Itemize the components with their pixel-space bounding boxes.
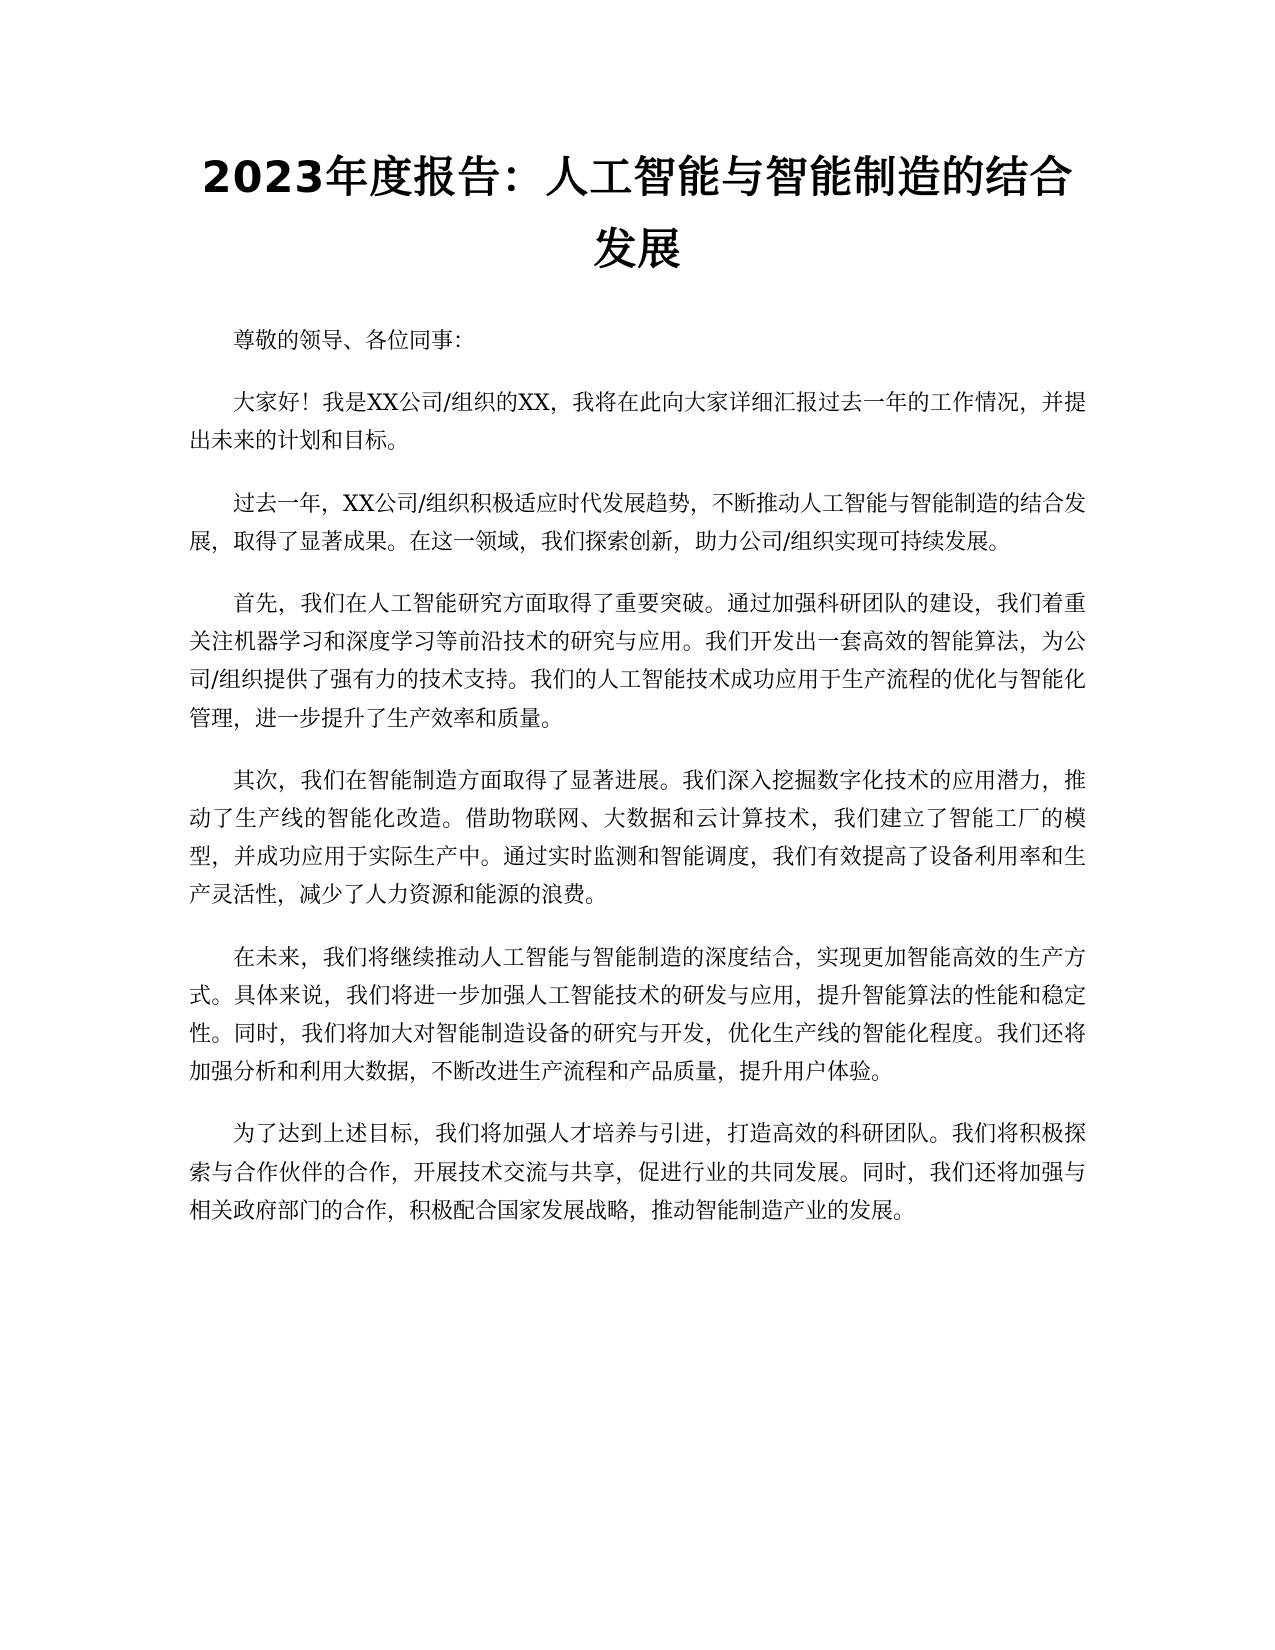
paragraph-future-plans: 在未来，我们将继续推动人工智能与智能制造的深度结合，实现更加智能高效的生产方式。具体来说，我们将进一步加强人工智能技术的研发与应用，提升智能算法的性能和稳定性。同时，我们将加大对智能制造设备的研究与开发，优化生产线的智能化程度。我们还将加强分析和利用大数据，不断改进生产流程和产品质量，提升用户体验。 (189, 945, 1086, 1086)
paragraph-goals: 为了达到上述目标，我们将加强人才培养与引进，打造高效的科研团队。我们将积极探索与合作伙伴的合作，开展技术交流与共享，促进行业的共同发展。同时，我们还将加强与相关政府部门的合作，积极配合国家发展战略，推动智能制造产业的发展。 (189, 1122, 1086, 1224)
paragraph-ai-research: 首先，我们在人工智能研究方面取得了重要突破。通过加强科研团队的建设，我们着重关注机器学习和深度学习等前沿技术的研究与应用。我们开发出一套高效的智能算法，为公司/组织提供了强有力的技术支持。我们的人工智能技术成功应用于生产流程的优化与智能化管理，进一步提升了生产效率和质量。 (189, 592, 1086, 732)
paragraph-overview: 过去一年，XX公司/组织积极适应时代发展趋势，不断推动人工智能与智能制造的结合发展，取得了显著成果。在这一领域，我们探索创新，助力公司/组织实现可持续发展。 (189, 491, 1086, 555)
document-body (189, 323, 1086, 1255)
paragraph-smart-manufacturing: 其次，我们在智能制造方面取得了显著进展。我们深入挖掘数字化技术的应用潜力，推动了生产线的智能化改造。借助物联网、大数据和云计算技术，我们建立了智能工厂的模型，并成功应用于实际生产中。通过实时监测和智能调度，我们有效提高了设备利用率和生产灵活性，减少了人力资源和能源的浪费。 (189, 768, 1086, 909)
paragraph-introduction: 大家好！我是XX公司/组织的XX，我将在此向大家详细汇报过去一年的工作情况，并提出未来的计划和目标。 (189, 391, 1086, 455)
paragraph-greeting: 尊敬的领导、各位同事： (233, 329, 476, 354)
document-title: 2023年度报告：人工智能与智能制造的结合发展 (201, 153, 1074, 275)
